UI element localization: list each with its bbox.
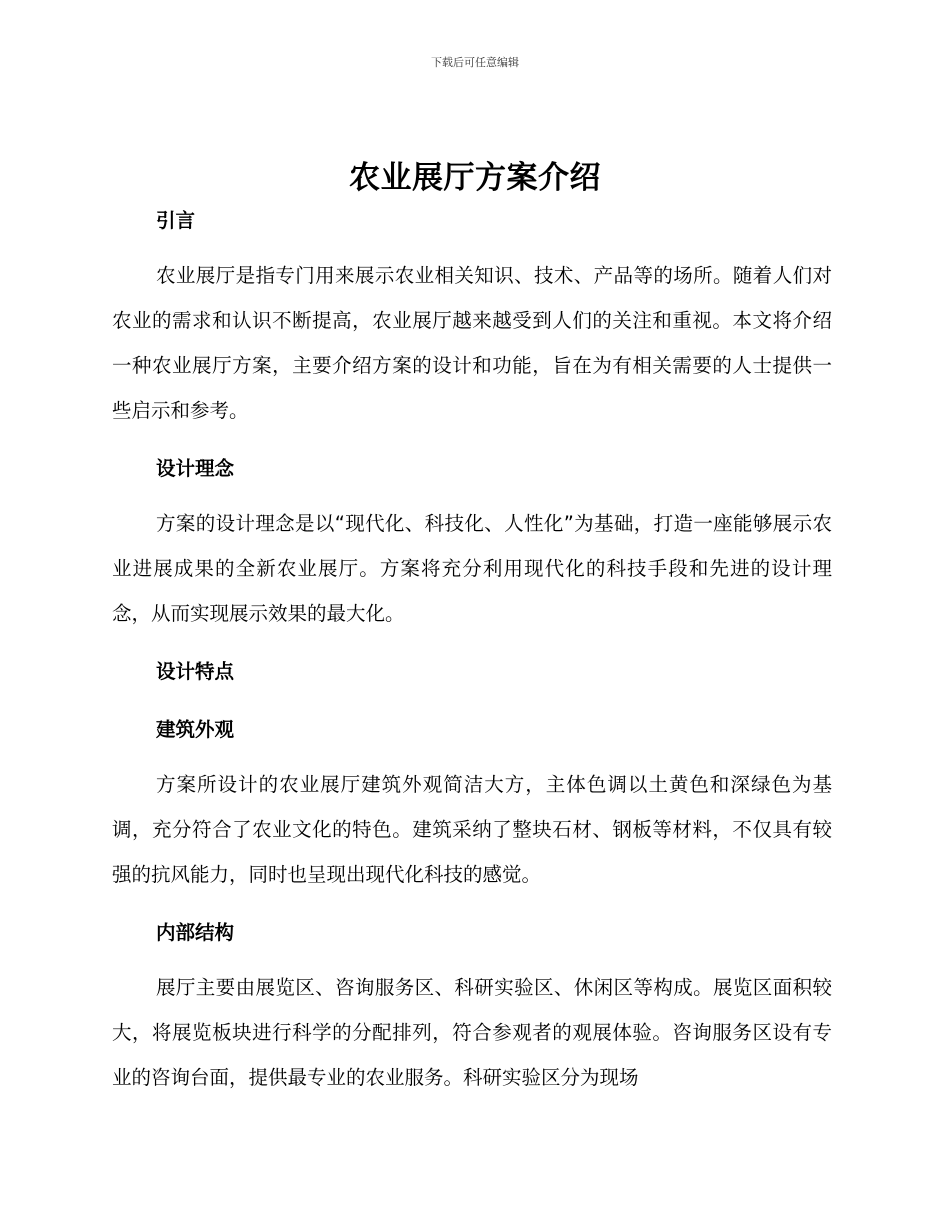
document-title: 农业展厅方案介绍 bbox=[349, 160, 601, 196]
section-heading-concept: 设计理念 bbox=[156, 457, 235, 480]
section-heading-exterior: 建筑外观 bbox=[156, 718, 235, 741]
section-heading-interior: 内部结构 bbox=[156, 921, 235, 944]
paragraph-exterior: 方案所设计的农业展厅建筑外观简洁大方，主体色调以土黄色和深绿色为基调，充分符合了农业文化的特色。建筑采纳了整块石材、钢板等材料，不仅具有较强的抗风能力，同时也呈现出现代化科技的感觉。 bbox=[112, 773, 832, 886]
paragraph-intro: 农业展厅是指专门用来展示农业相关知识、技术、产品等的场所。随着人们对农业的需求和认识不断提高，农业展厅越来越受到人们的关注和重视。本文将介绍一种农业展厅方案，主要介绍方案的设计和功能，旨在为有相关需要的人士提供一些启示和参考。 bbox=[112, 264, 832, 422]
document-body bbox=[112, 203, 832, 1100]
paragraph-interior: 展厅主要由展览区、咨询服务区、科研实验区、休闲区等构成。展览区面积较大，将展览板块进行科学的分配排列，符合参观者的观展体验。咨询服务区设有专业的咨询台面，提供最专业的农业服务。科研实验区分为现场 bbox=[112, 976, 832, 1089]
page-header-note: 下载后可任意编辑 bbox=[431, 56, 519, 69]
paragraph-concept: 方案的设计理念是以“现代化、科技化、人性化”为基础，打造一座能够展示农业进展成果的全新农业展厅。方案将充分利用现代化的科技手段和先进的设计理念，从而实现展示效果的最大化。 bbox=[112, 512, 832, 625]
section-heading-features: 设计特点 bbox=[156, 660, 235, 683]
section-heading-intro: 引言 bbox=[156, 209, 196, 232]
